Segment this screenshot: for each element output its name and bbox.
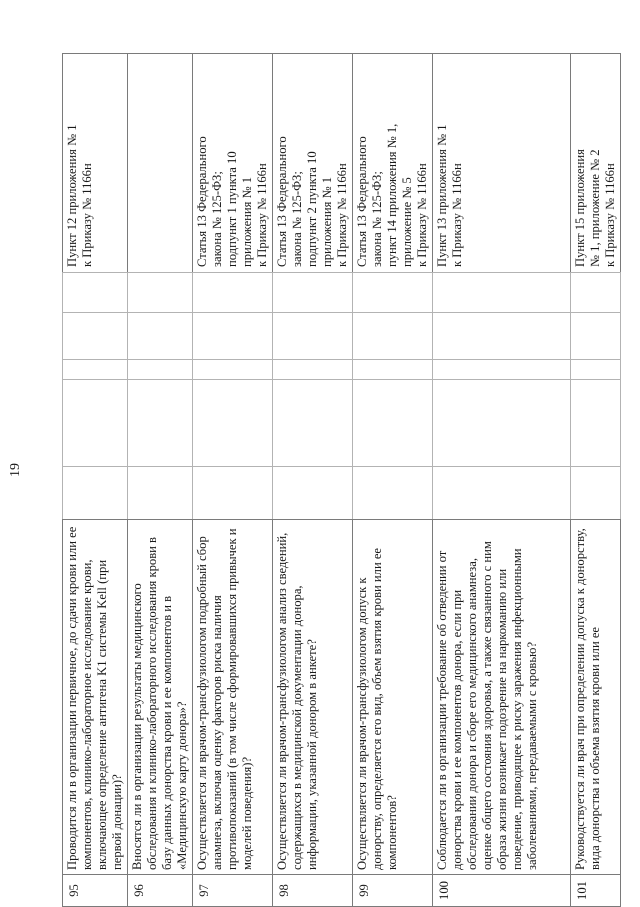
- note-cell: [433, 313, 571, 360]
- table-row: [63, 54, 128, 907]
- answer-no-cell: [571, 380, 621, 467]
- requirement-question: Осуществляется ли врачом-трансфузиологом допуск к донорству, определяется его вид, объем взятия крови или ее компонентов?: [353, 520, 433, 875]
- answer-no-cell: [433, 380, 571, 467]
- requirements-table: [62, 53, 621, 907]
- answer-yes-cell: [273, 467, 353, 520]
- table-row: [571, 54, 621, 907]
- extra-cell: [193, 273, 273, 313]
- legal-reference: [433, 54, 571, 273]
- reference-line: пункт 14 приложения № 1,: [385, 123, 399, 267]
- reference-line: к Приказу № 1166н: [255, 163, 269, 267]
- reference-line: к Приказу № 1166н: [450, 163, 464, 267]
- row-number: 99: [353, 875, 433, 907]
- note-cell: [353, 313, 433, 360]
- row-number: 95: [63, 875, 128, 907]
- requirement-question: Руководствуется ли врач при определении допуска к донорству, вида донорства и объема взятия крови или ее: [571, 520, 621, 875]
- answer-na-cell: [63, 360, 128, 380]
- answer-na-cell: [433, 360, 571, 380]
- extra-cell: [571, 273, 621, 313]
- table-row: [273, 54, 353, 907]
- reference-line: Пункт 15 приложения: [573, 149, 587, 267]
- row-number: 97: [193, 875, 273, 907]
- answer-na-cell: [193, 360, 273, 380]
- legal-reference: [273, 54, 353, 273]
- extra-cell: [128, 273, 193, 313]
- row-number: 101: [571, 875, 621, 907]
- reference-line: к Приказу № 1166н: [603, 163, 617, 267]
- note-cell: [193, 313, 273, 360]
- table-row: [433, 54, 571, 907]
- requirement-question: Соблюдается ли в организации требование об отведении от донорства крови и ее компонентов донора, если при обследовании донора и сборе его медицинского анамнеза, оценке общего состояния здоровья, а также связанного с ним образа жизни возникает подозрение на наркоманию или поведение, приводящее к риску заражения инфекционными заболеваниями, передаваемыми с кровью?: [433, 520, 571, 875]
- extra-cell: [353, 273, 433, 313]
- legal-reference: [353, 54, 433, 273]
- reference-line: № 1, приложение № 2: [588, 149, 602, 267]
- answer-no-cell: [128, 380, 193, 467]
- table-row: [128, 54, 193, 907]
- reference-line: подпункт 1 пункта 10: [225, 151, 239, 267]
- reference-line: закона № 125-ФЗ;: [290, 171, 304, 267]
- requirement-question: Проводится ли в организации первичное, до сдачи крови или ее компонентов, клинико-лабораторное исследование крови, включающее определение антигена K1 системы Kell (при первой донации)?: [63, 520, 128, 875]
- answer-na-cell: [353, 360, 433, 380]
- row-number: 100: [433, 875, 571, 907]
- reference-line: подпункт 2 пункта 10: [305, 151, 319, 267]
- reference-line: к Приказу № 1166н: [415, 163, 429, 267]
- reference-line: Пункт 13 приложения № 1: [435, 124, 449, 267]
- legal-reference: [63, 54, 128, 273]
- reference-line: приложения № 1: [320, 176, 334, 267]
- note-cell: [571, 313, 621, 360]
- note-cell: [63, 313, 128, 360]
- answer-yes-cell: [433, 467, 571, 520]
- extra-cell: [433, 273, 571, 313]
- note-cell: [273, 313, 353, 360]
- row-number: 96: [128, 875, 193, 907]
- requirement-question: Вносятся ли в организации результаты медицинского обследования и клинико-лабораторного исследования крови в базу данных донорства крови и ее компонентов и в «Медицинскую карту донора»?: [128, 520, 193, 875]
- reference-line: приложения № 1: [240, 176, 254, 267]
- answer-yes-cell: [571, 467, 621, 520]
- answer-na-cell: [128, 360, 193, 380]
- reference-line: закона № 125-ФЗ;: [370, 171, 384, 267]
- answer-yes-cell: [193, 467, 273, 520]
- table-row: [353, 54, 433, 907]
- reference-line: Статья 13 Федерального: [195, 136, 209, 267]
- row-number: 98: [273, 875, 353, 907]
- reference-line: к Приказу № 1166н: [335, 163, 349, 267]
- answer-no-cell: [193, 380, 273, 467]
- answer-no-cell: [273, 380, 353, 467]
- requirement-question: Осуществляется ли врачом-трансфузиологом анализ сведений, содержащихся в медицинской документации донора, информации, указанной донором в анкете?: [273, 520, 353, 875]
- reference-line: Статья 13 Федерального: [275, 136, 289, 267]
- page-number: 19: [8, 463, 23, 477]
- note-cell: [128, 313, 193, 360]
- answer-yes-cell: [63, 467, 128, 520]
- reference-line: к Приказу № 1166н: [80, 163, 94, 267]
- legal-reference: [128, 54, 193, 273]
- answer-no-cell: [63, 380, 128, 467]
- answer-na-cell: [273, 360, 353, 380]
- requirement-question: Осуществляется ли врачом-трансфузиологом подробный сбор анамнеза, включая оценку факторов риска наличия противопоказаний (в том числе сформировавшихся привычек и моделей поведения)?: [193, 520, 273, 875]
- answer-yes-cell: [353, 467, 433, 520]
- reference-line: Пункт 12 приложения № 1: [65, 124, 79, 267]
- reference-line: приложение № 5: [400, 177, 414, 267]
- extra-cell: [63, 273, 128, 313]
- reference-line: закона № 125-ФЗ;: [210, 171, 224, 267]
- answer-na-cell: [571, 360, 621, 380]
- reference-line: Статья 13 Федерального: [355, 136, 369, 267]
- answer-no-cell: [353, 380, 433, 467]
- answer-yes-cell: [128, 467, 193, 520]
- legal-reference: [571, 54, 621, 273]
- extra-cell: [273, 273, 353, 313]
- legal-reference: [193, 54, 273, 273]
- table-row: [193, 54, 273, 907]
